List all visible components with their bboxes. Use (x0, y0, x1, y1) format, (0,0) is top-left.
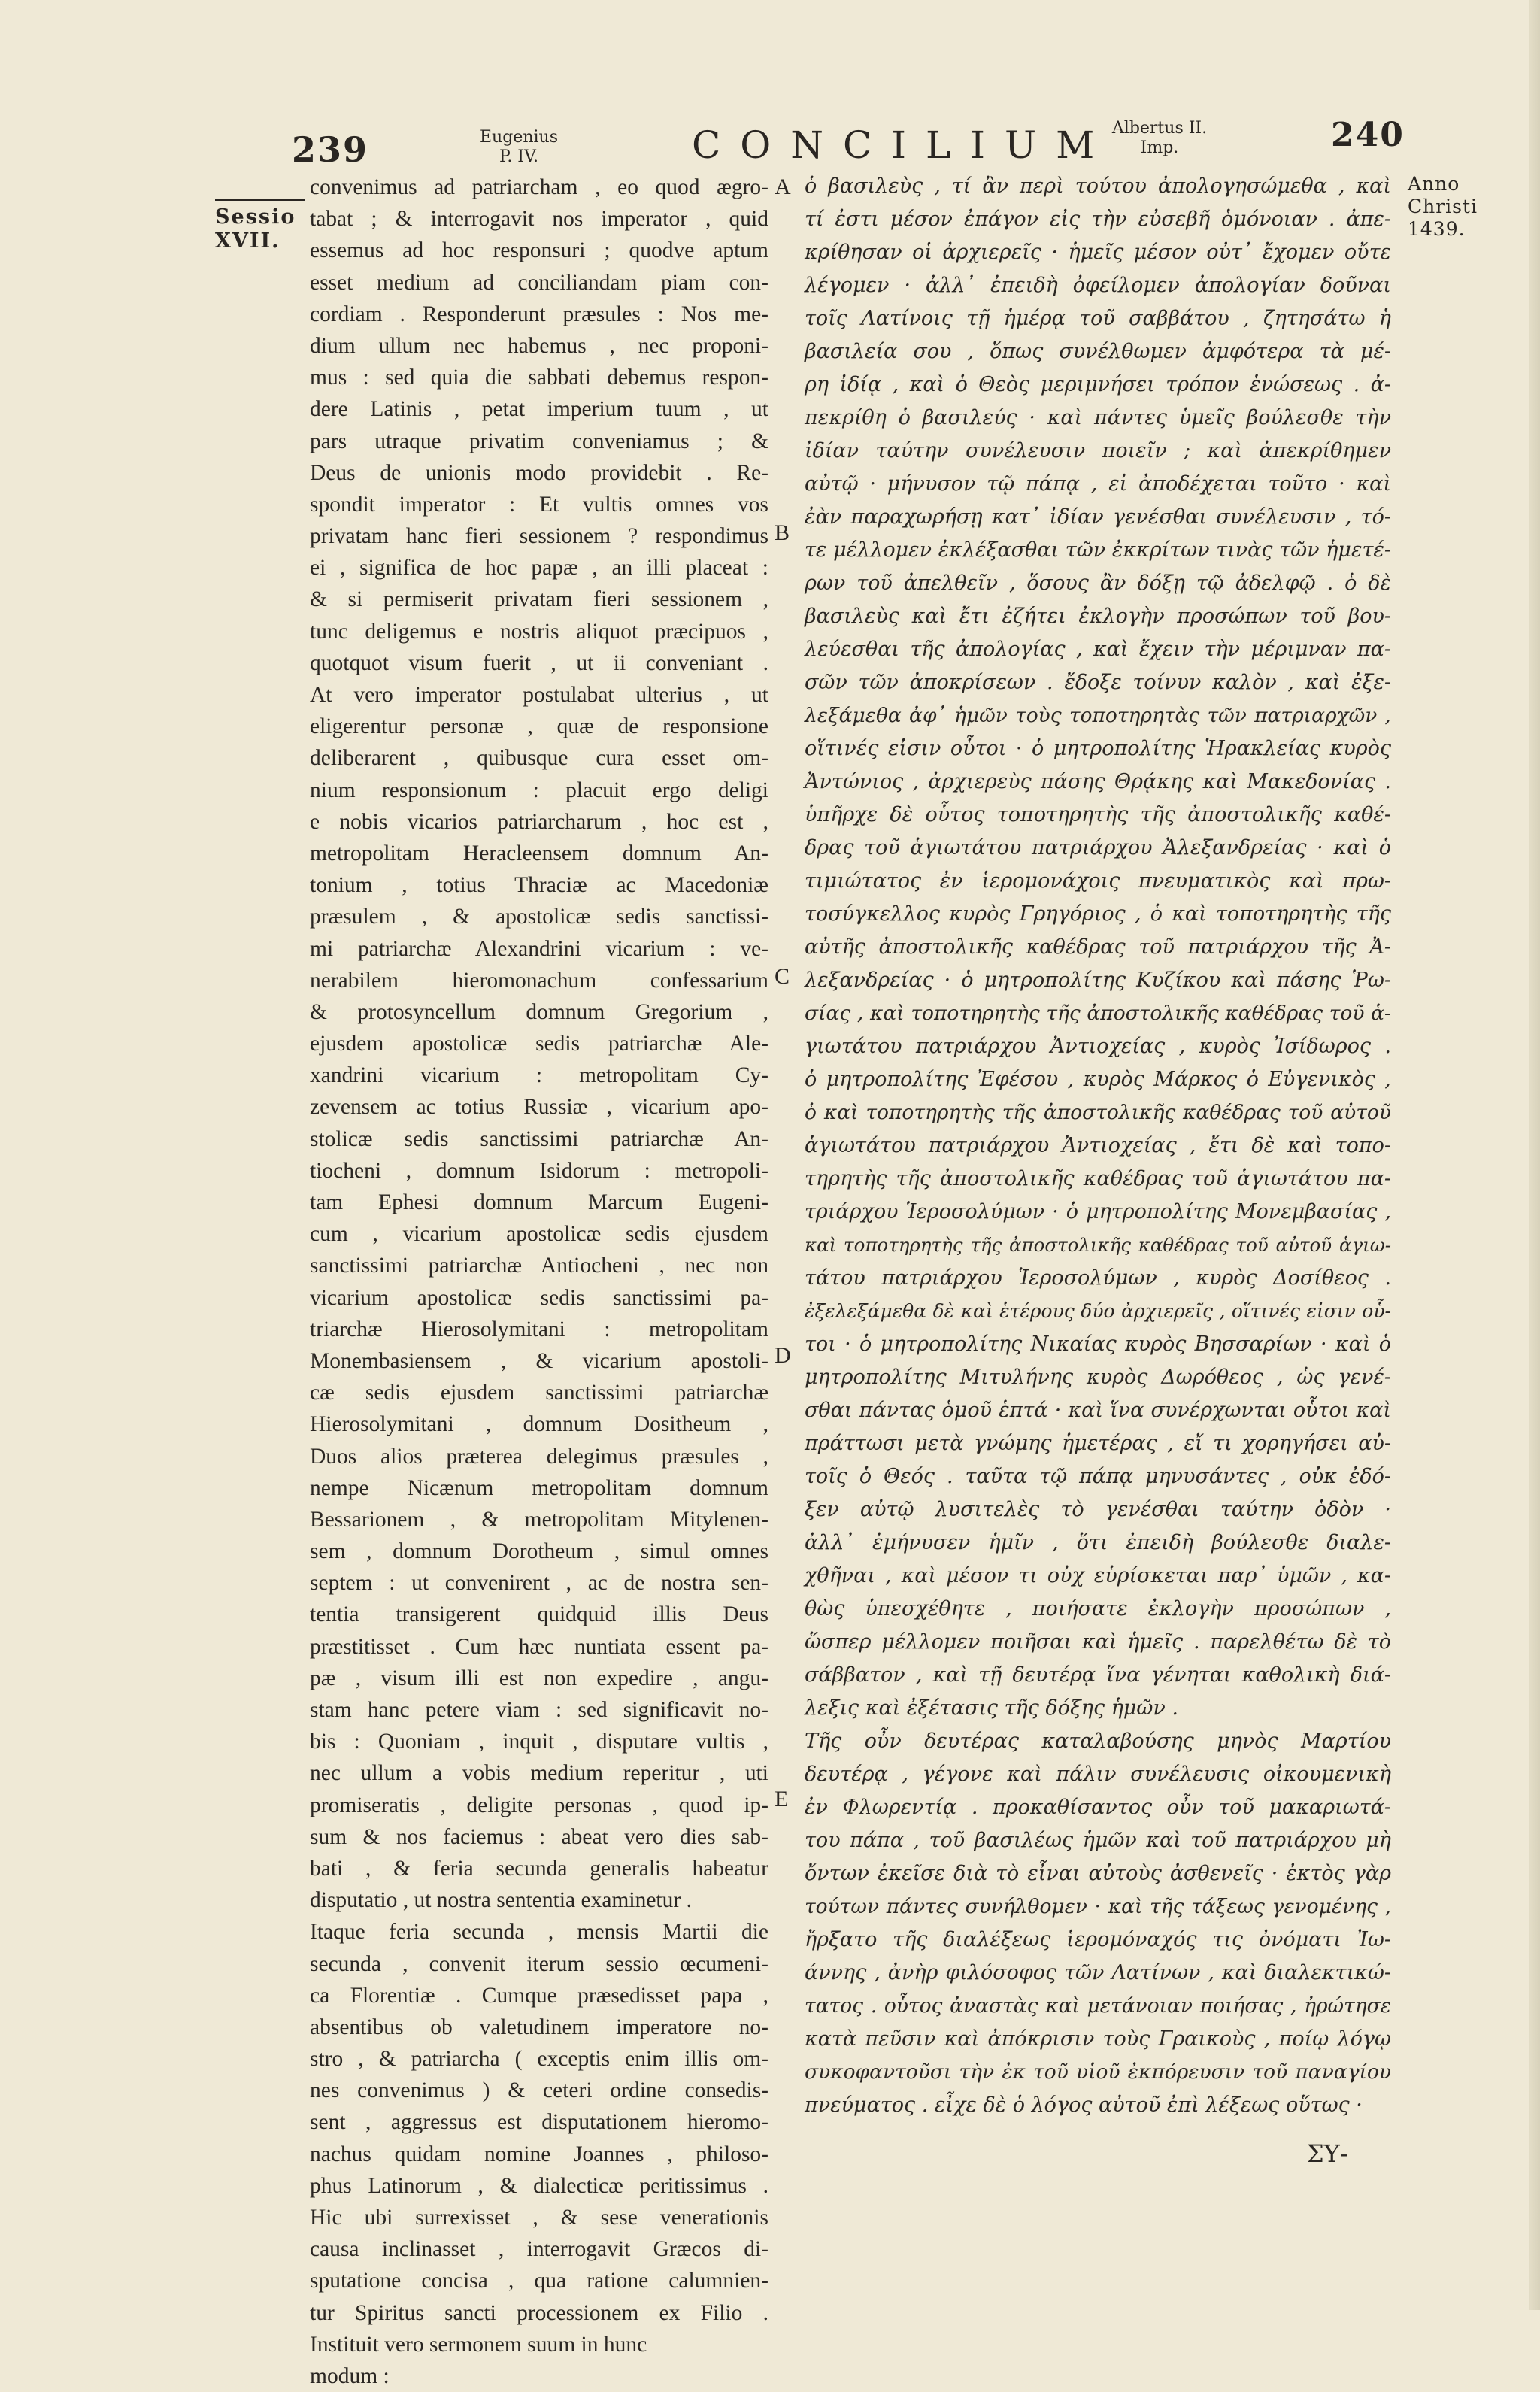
latin-line: privatam hanc fieri sessionem ? respondimus (310, 524, 768, 549)
greek-line: ἐν Φλωρεντίᾳ . προκαθίσαντος οὖν τοῦ μακαριωτά- (805, 1796, 1391, 1819)
latin-line: esset medium ad conciliandam piam con- (310, 270, 768, 295)
latin-line: quotquot visum fuerit , ut ii conveniant . (310, 650, 768, 675)
header-pope (466, 128, 571, 167)
greek-line: σθαι πάντας ὁμοῦ ἑπτά · καὶ ἵνα συνέρχωνται οὗτοι καὶ (805, 1399, 1391, 1422)
latin-line: dere Latinis , petat imperium tuum , ut (310, 397, 768, 422)
latin-line: Itaque feria secunda , mensis Martii die (310, 1920, 768, 1945)
year-label: 1439. (1408, 218, 1466, 240)
page-number-left: 239 (292, 129, 369, 170)
latin-line: pæ , visum illi est non expedire , angu- (310, 1666, 768, 1690)
session-margin-note (215, 199, 313, 253)
greek-line: ὁ καὶ τοποτηρητὴς τῆς ἀποστολικῆς καθέδρας τοῦ αὐτοῦ (805, 1101, 1391, 1124)
latin-line: Monembasiensem , & vicarium apostoli- (310, 1348, 768, 1373)
greek-line: οἵτινές εἰσιν οὗτοι · ὁ μητροπολίτης Ἡρακλείας κυρὸς (805, 737, 1391, 760)
greek-line: σίας , καὶ τοποτηρητὴς τῆς ἀποστολικῆς καθέδρας τοῦ ἁ- (805, 1002, 1391, 1025)
latin-line: cæ sedis ejusdem sanctissimi patriarchæ (310, 1381, 768, 1405)
latin-line: e nobis vicarios patriarcharum , hoc est , (310, 809, 768, 834)
latin-line: triarchæ Hierosolymitani : metropolitam (310, 1317, 768, 1342)
latin-line: tam Ephesi domnum Marcum Eugeni- (310, 1190, 768, 1214)
section-letter: B (775, 520, 790, 545)
latin-line: sputatione concisa , qua ratione calumnien- (310, 2269, 768, 2293)
latin-line: præsulem , & apostolicæ sedis sanctissi- (310, 905, 768, 929)
latin-line: bis : Quoniam , inquit , disputare vultis , (310, 1730, 768, 1754)
greek-line: ἁγιωτάτου πατριάρχου Ἀντιοχείας , ἔτι δὲ καὶ τοπο- (805, 1134, 1391, 1157)
greek-line: γιωτάτου πατριάρχου Ἀντιοχείας , κυρὸς Ἰσίδωρος . (805, 1035, 1391, 1058)
section-letter: C (775, 964, 790, 989)
header-pope-number: P. IV. (499, 147, 539, 166)
latin-line: spondit imperator : Et vultis omnes vos (310, 492, 768, 517)
greek-line: ὁ βασιλεὺς , τί ἂν περὶ τούτου ἀπολογησώμεθα , καὶ (805, 174, 1391, 198)
latin-line: ei , significa de hoc papæ , an illi placeat : (310, 556, 768, 581)
greek-line: τηρητὴς τῆς ἀποστολικῆς καθέδρας τοῦ ἁγιωτάτου πα- (805, 1167, 1391, 1190)
greek-line: συκοφαντοῦσι τὴν ἐκ τοῦ υἱοῦ ἐκπόρευσιν τοῦ παναγίου (805, 2060, 1391, 2084)
latin-line: sent , aggressus est disputationem hieromo- (310, 2110, 768, 2135)
latin-line: stolicæ sedis sanctissimi patriarchæ An- (310, 1126, 768, 1151)
header-emperor-name: Albertus II. (1111, 119, 1208, 138)
greek-line: τε μέλλομεν ἐκλέξασθαι τῶν ἐκκρίτων τινὰς τῶν ἡμετέ- (805, 538, 1391, 562)
latin-line: tur Spiritus sancti processionem ex Filio . (310, 2300, 768, 2325)
latin-line: cordiam . Responderunt præsules : Nos me- (310, 302, 768, 326)
latin-line: Deus de unionis modo providebit . Re- (310, 460, 768, 485)
latin-line: sanctissimi patriarchæ Antiocheni , nec non (310, 1254, 768, 1278)
latin-line: mi patriarchæ Alexandrini vicarium : ve- (310, 936, 768, 961)
header-emperor (1077, 119, 1242, 158)
greek-line: αὐτῆς ἀποστολικῆς καθέδρας τοῦ πατριάρχου τῆς Ἀ- (805, 935, 1391, 959)
latin-text-column (310, 171, 768, 2392)
latin-line: stam hanc petere viam : sed significavit no- (310, 1698, 768, 1722)
greek-line: άννης , ἀνὴρ φιλόσοφος τῶν Λατίνων , καὶ διαλεκτικώ- (805, 1961, 1391, 1984)
greek-line: καὶ τοποτηρητὴς τῆς ἀποστολικῆς καθέδρας τοῦ αὐτοῦ ἁγιω- (805, 1234, 1391, 1256)
latin-line: tentia transigerent quidquid illis Deus (310, 1602, 768, 1627)
latin-line: ca Florentiæ . Cumque præsedisset papa , (310, 1983, 768, 2008)
latin-line: nium responsionum : placuit ergo deligi (310, 778, 768, 802)
greek-line: λέγομεν · ἀλλ᾽ ἐπειδὴ ὀφείλομεν ἀπολογίαν δοῦναι (805, 274, 1391, 297)
greek-line: τοσύγκελλος κυρὸς Γρηγόριος , ὁ καὶ τοποτηρητὴς τῆς (805, 902, 1391, 926)
latin-line: xandrini vicarium : metropolitam Cy- (310, 1063, 768, 1088)
greek-line: ὥσπερ μέλλομεν ποιῆσαι καὶ ἡμεῖς . παρελθέτω δὲ τὸ (805, 1630, 1391, 1654)
latin-line: stro , & patriarcha ( exceptis enim illis om- (310, 2047, 768, 2072)
latin-line: nec ullum a vobis medium reperitur , uti (310, 1761, 768, 1786)
greek-line: τοι · ὁ μητροπολίτης Νικαίας κυρὸς Βησσαρίων · καὶ ὁ (805, 1332, 1391, 1356)
greek-line: τατος . οὗτος ἀναστὰς καὶ μετάνοιαν ποιήσας , ἠρώτησε (805, 1994, 1391, 2018)
latin-line: disputatio , ut nostra sententia examinetur . (310, 1888, 692, 1913)
greek-line: ὑπῆρχε δὲ οὗτος τοποτηρητὴς τῆς ἀποστολικῆς καθέ- (805, 803, 1391, 826)
greek-line: τριάρχου Ἱεροσολύμων · ὁ μητροπολίτης Μονεμβασίας , (805, 1200, 1391, 1223)
latin-line: essemus ad hoc responsuri ; quodve aptum (310, 238, 768, 263)
latin-line: eligerentur personæ , quæ de responsione (310, 714, 768, 739)
anno-label: Anno (1408, 173, 1460, 195)
greek-line: του πάπα , τοῦ βασιλέως ἡμῶν καὶ τοῦ πατριάρχου μὴ (805, 1829, 1391, 1852)
greek-line: κρίθησαν οἱ ἀρχιερεῖς · ἡμεῖς μέσον οὐτ᾽ ἔχομεν οὔτε (805, 241, 1391, 264)
latin-line: secunda , convenit iterum sessio œcumeni- (310, 1951, 768, 1976)
greek-line: βασιλεία σου , ὅπως συνέλθωμεν ἀμφότερα τὰ μέ- (805, 340, 1391, 363)
latin-line: nes convenimus ) & ceteri ordine consedis- (310, 2078, 768, 2103)
running-title: CONCILIUM (692, 123, 1114, 167)
greek-line: σῶν τῶν ἀποκρίσεων . ἔδοξε τοίνυν καλὸν , καὶ ἐξε- (805, 671, 1391, 694)
latin-line: ejusdem apostolicæ sedis patriarchæ Ale- (310, 1032, 768, 1057)
session-label: Sessio (215, 205, 296, 229)
greek-line: βασιλεὺς καὶ ἔτι ἐζήτει ἐκλογὴν προσώπων τοῦ βου- (805, 605, 1391, 628)
greek-line: τάτου πατριάρχου Ἱεροσολύμων , κυρὸς Δοσίθεος . (805, 1266, 1391, 1290)
greek-line: αὐτῷ · μήνυσον τῷ πάπᾳ , εἰ ἀποδέχεται τοῦτο · καὶ (805, 472, 1391, 496)
greek-text-column (805, 170, 1391, 2122)
latin-line: Hic ubi surrexisset , & sese venerationis (310, 2206, 768, 2230)
greek-line: τούτων πάντες συνήλθομεν · καὶ τῆς τάξεως γενομένης , (805, 1895, 1391, 1918)
header-pope-name: Eugenius (480, 128, 558, 147)
greek-line: ρη ἰδίᾳ , καὶ ὁ Θεὸς μεριμνήσει τρόπον ἑνώσεως . ἀ- (805, 373, 1391, 396)
latin-line: nachus quidam nomine Joannes , philoso- (310, 2142, 768, 2166)
latin-line: zevensem ac totius Russiæ , vicarium apo- (310, 1095, 768, 1120)
greek-line: ἰδίαν ταύτην συνέλευσιν ποιεῖν ; καὶ ἀπεκρίθημεν (805, 439, 1391, 462)
section-letter: D (775, 1343, 791, 1368)
greek-line: Τῆς οὖν δευτέρας καταλαβούσης μηνὸς Μαρτίου (805, 1730, 1391, 1753)
greek-line: ἐξελεξάμεθα δὲ καὶ ἑτέρους δύο ἀρχιερεῖς , οἵτινές εἰσιν οὗ- (805, 1300, 1391, 1322)
greek-line: κατὰ πεῦσιν καὶ ἀπόκρισιν τοὺς Γραικοὺς , ποίῳ λόγῳ (805, 2027, 1391, 2051)
greek-line: πράττωσι μετὰ γνώμης ἡμετέρας , εἴ τι χορηγήσει αὐ- (805, 1432, 1391, 1455)
greek-line: μητροπολίτης Μιτυλήνης κυρὸς Δωρόθεος , ὡς γενέ- (805, 1366, 1391, 1389)
latin-line: metropolitam Heracleensem domnum An- (310, 841, 768, 866)
latin-line: sum & nos faciemus : abeat vero dies sab- (310, 1824, 768, 1849)
greek-line: τοῖς Λατίνοις τῇ ἡμέρᾳ τοῦ σαββάτου , ζητησάτω ἡ (805, 307, 1391, 330)
latin-line: nerabilem hieromonachum confessarium (310, 968, 768, 993)
greek-line: πεκρίθη ὁ βασιλεύς · καὶ πάντες ὑμεῖς βούλεσθε τὴν (805, 406, 1391, 429)
greek-line: πνεύματος . εἶχε δὲ ὁ λόγος αὐτοῦ ἐπὶ λέξεως οὕτως · (805, 2093, 1363, 2117)
christi-label: Christi (1408, 196, 1478, 217)
year-margin-note (1408, 173, 1505, 241)
greek-line: τί ἐστι μέσον ἐπάγον εἰς τὴν εὐσεβῆ ὁμόνοιαν . ἀπε- (805, 208, 1391, 231)
latin-line: At vero imperator postulabat ulterius , ut (310, 683, 768, 707)
greek-line: χθῆναι , καὶ μέσον τι οὐχ εὑρίσκεται παρ᾽ ὑμῶν , κα- (805, 1564, 1391, 1587)
section-letter: E (775, 1787, 789, 1811)
greek-line: δρας τοῦ ἁγιωτάτου πατριάρχου Ἀλεξανδρείας · καὶ ὁ (805, 836, 1391, 859)
greek-line: τοῖς ὁ Θεός . ταῦτα τῷ πάπᾳ μηνυσάντες , οὐκ ἐδό- (805, 1465, 1391, 1488)
margin-rule (215, 199, 305, 201)
latin-line: absentibus ob valetudinem imperatore no- (310, 2015, 768, 2039)
greek-line: λεύεσθαι τῆς ἀπολογίας , καὶ ἔχειν τὴν μέριμναν πα- (805, 638, 1391, 661)
latin-line: bati , & feria secunda generalis habeatur (310, 1856, 768, 1881)
latin-line: Hierosolymitani , domnum Dositheum , (310, 1412, 768, 1437)
greek-line: λεξανδρείας · ὁ μητροπολίτης Κυζίκου καὶ πάσης Ῥω- (805, 969, 1391, 992)
latin-line: phus Latinorum , & dialecticæ peritissimus . (310, 2173, 768, 2198)
latin-line: mus : sed quia die sabbati debemus respon- (310, 365, 768, 390)
greek-line: δευτέρᾳ , γέγονε καὶ πάλιν συνέλευσις οἰκουμενικὴ (805, 1763, 1391, 1786)
latin-line: & si permiserit privatam fieri sessionem , (310, 587, 768, 612)
latin-line: pars utraque privatim conveniamus ; & (310, 429, 768, 453)
latin-line: vicarium apostolicæ sedis sanctissimi pa- (310, 1285, 768, 1310)
latin-line: promiseratis , deligite personas , quod ip- (310, 1793, 768, 1817)
latin-line: convenimus ad patriarcham , eo quod ægro- (310, 175, 768, 199)
latin-line: tiocheni , domnum Isidorum : metropoli- (310, 1158, 768, 1183)
header-emperor-title: Imp. (1140, 138, 1179, 157)
greek-line: τιμιώτατος ἐν ἱερομονάχοις πνευματικὸς καὶ πρω- (805, 869, 1391, 893)
greek-line: θὼς ὑπεσχέθητε , ποιήσατε ἐκλογὴν προσώπων , (805, 1597, 1391, 1620)
greek-line: ὄντων ἐκεῖσε διὰ τὸ εἶναι αὐτοὺς ἀσθενεῖς · ἐκτὸς γὰρ (805, 1862, 1391, 1885)
page-number-right: 240 (1331, 116, 1405, 154)
greek-line: λεξάμεθα ἀφ᾽ ἡμῶν τοὺς τοποτηρητὰς τῶν πατριαρχῶν , (805, 704, 1391, 727)
latin-line: Bessarionem , & metropolitam Mitylenen- (310, 1507, 768, 1532)
greek-line: ρων τοῦ ἀπελθεῖν , ὅσους ἂν δόξῃ τῷ ἀδελφῷ . ὁ δὲ (805, 571, 1391, 595)
latin-line: tunc deligemus e nostris aliquot præcipuos , (310, 619, 768, 644)
latin-line: præstitisset . Cum hæc nuntiata essent pa- (310, 1634, 768, 1659)
page-edge (1529, 0, 1540, 2310)
greek-line: σάββατον , καὶ τῇ δευτέρᾳ ἵνα γένηται καθολικὴ διά- (805, 1663, 1391, 1687)
session-number: XVII. (215, 229, 280, 253)
greek-line: ἀλλ᾽ ἐμήνυσεν ἡμῖν , ὅτι ἐπειδὴ βούλεσθε διαλε- (805, 1531, 1391, 1554)
greek-line: Ἀντώνιος , ἀρχιερεὺς πάσης Θρᾴκης καὶ Μακεδονίας . (805, 770, 1391, 793)
greek-line: ἤρξατο τῆς διαλέξεως ἱερομόναχός τις ὀνόματι Ἰω- (805, 1928, 1391, 1951)
latin-line: septem : ut convenirent , ac de nostra sen- (310, 1571, 768, 1596)
section-letter: A (775, 174, 791, 199)
greek-line: ὁ μητροπολίτης Ἐφέσου , κυρὸς Μάρκος ὁ Εὐγενικὸς , (805, 1068, 1391, 1091)
greek-line: ἐὰν παραχωρήσῃ κατ᾽ ἰδίαν γενέσθαι συνέλευσιν , τό- (805, 505, 1391, 529)
latin-line: causa inclinasset , interrogavit Græcos di- (310, 2237, 768, 2262)
latin-line: dium ullum nec habemus , nec proponi- (310, 333, 768, 358)
latin-line: Duos alios præterea delegimus præsules , (310, 1444, 768, 1469)
latin-line: tonium , totius Thraciæ ac Macedoniæ (310, 873, 768, 898)
greek-line: ξεν αὐτῷ λυσιτελὲς τὸ γενέσθαι ταύτην ὁδὸν · (805, 1498, 1391, 1521)
latin-line: cum , vicarium apostolicæ sedis ejusdem (310, 1222, 768, 1247)
latin-line: deliberarent , quibusque cura esset om- (310, 746, 768, 771)
latin-line: sem , domnum Dorotheum , simul omnes (310, 1539, 768, 1564)
latin-line: modum : (310, 2363, 390, 2388)
latin-line: & protosyncellum domnum Gregorium , (310, 999, 768, 1024)
latin-line: tabat ; & interrogavit nos imperator , quid (310, 207, 768, 232)
latin-line: Instituit vero sermonem suum in hunc (310, 2332, 647, 2357)
latin-line: nempe Nicænum metropolitam domnum (310, 1475, 768, 1500)
catchword: ΣΥ- (1307, 2139, 1348, 2168)
greek-line: λεξις καὶ ἐξέτασις τῆς δόξης ἡμῶν . (805, 1696, 1179, 1720)
